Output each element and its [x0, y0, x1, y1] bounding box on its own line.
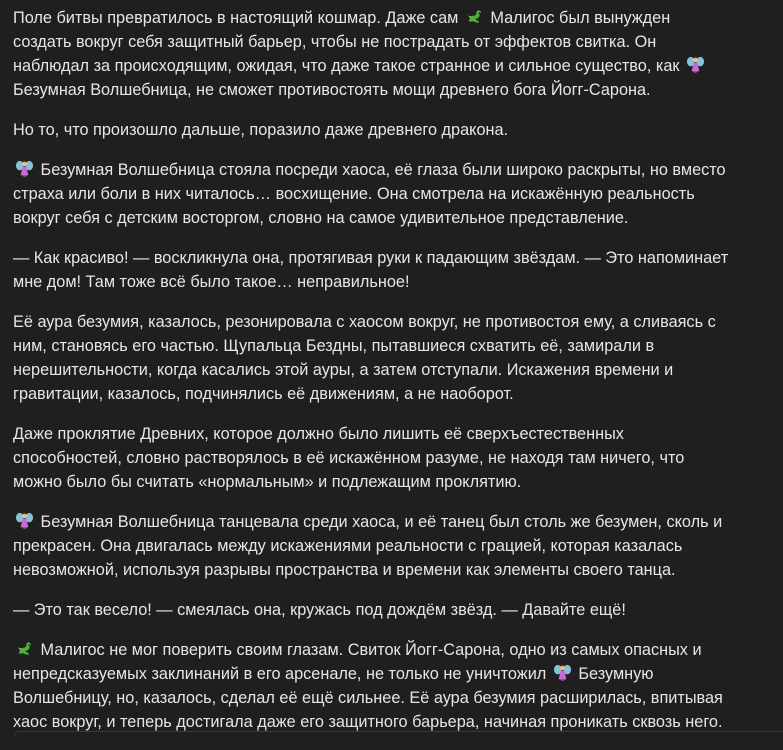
fairy-icon	[15, 159, 34, 178]
message-paragraph	[13, 510, 773, 582]
text-segment: способностей, словно растворялось в её искажённом разуме, не находя там ничего, что	[13, 449, 684, 467]
message-paragraph	[13, 6, 773, 102]
message-paragraph	[13, 310, 773, 406]
text-line	[13, 78, 773, 102]
text-segment: страха или боли в них читалось… восхищение. Она смотрела на искажённую реальность	[13, 185, 695, 203]
text-line	[13, 558, 773, 582]
text-line	[13, 662, 773, 686]
text-segment: Безумная Волшебница стояла посреди хаоса, её глаза были широко раскрыты, но вместо	[36, 161, 726, 179]
text-line	[13, 206, 773, 230]
text-segment: наблюдал за происходящим, ожидая, что даже такое странное и сильное существо, как	[13, 57, 684, 75]
text-line	[13, 30, 773, 54]
text-segment: гравитации, казалось, подчинялись её движениям, а не наоборот.	[13, 385, 514, 403]
text-line	[13, 446, 773, 470]
text-segment: — Это так весело! — смеялась она, кружась под дождём звёзд. — Давайте ещё!	[13, 601, 626, 619]
message-paragraph	[13, 158, 773, 230]
text-line	[13, 598, 773, 622]
fairy-icon	[686, 55, 705, 74]
text-segment: непредсказуемых заклинаний в его арсенале, не только не уничтожил	[13, 665, 551, 683]
text-segment: Безумную	[574, 665, 654, 683]
text-segment: — Как красиво! — воскликнула она, протягивая руки к падающим звёздам. — Это напоминает	[13, 249, 728, 267]
text-segment: невозможной, используя разрывы пространства и времени как элементы своего танца.	[13, 561, 676, 579]
text-line	[13, 334, 773, 358]
fairy-icon	[15, 511, 34, 530]
text-segment: ним, становясь его частью. Щупальца Бездны, пытавшиеся схватить её, замирали в	[13, 337, 654, 355]
text-line	[13, 246, 773, 270]
text-line	[13, 54, 773, 78]
text-line	[13, 270, 773, 294]
text-line	[13, 470, 773, 494]
text-segment: Малигос был вынужден	[486, 9, 670, 27]
dragon-icon	[15, 639, 34, 658]
composer-edge	[14, 731, 783, 736]
text-segment: Малигос не мог поверить своим глазам. Свиток Йогг-Сарона, одно из самых опасных и	[36, 641, 702, 659]
text-segment: можно было бы считать «нормальным» и подлежащим проклятию.	[13, 473, 521, 491]
text-line	[13, 686, 773, 710]
text-segment: Поле битвы превратилось в настоящий кошмар. Даже сам	[13, 9, 463, 27]
text-line	[13, 382, 773, 406]
fairy-icon	[553, 663, 572, 682]
message-paragraph	[13, 422, 773, 494]
dragon-icon	[465, 7, 484, 26]
text-segment: Безумная Волшебница танцевала среди хаоса, и её танец был столь же безумен, сколь и	[36, 513, 722, 531]
text-segment: Безумная Волшебница, не сможет противостоять мощи древнего бога Йогг-Сарона.	[13, 81, 651, 99]
text-line	[13, 310, 773, 334]
message-paragraph	[13, 598, 773, 622]
text-segment: мне дом! Там тоже всё было такое… неправильное!	[13, 273, 410, 291]
text-line	[13, 358, 773, 382]
text-segment: Даже проклятие Древних, которое должно было лишить её сверхъестественных	[13, 425, 624, 443]
text-line	[13, 182, 773, 206]
text-segment: вокруг себя с детским восторгом, словно на самое удивительное представление.	[13, 209, 628, 227]
message-paragraph	[13, 246, 773, 294]
text-segment: Но то, что произошло дальше, поразило даже древнего дракона.	[13, 121, 508, 139]
text-line	[13, 510, 773, 534]
assistant-message	[13, 6, 773, 750]
text-segment: создать вокруг себя защитный барьер, чтобы не пострадать от эффектов свитка. Он	[13, 33, 656, 51]
text-line	[13, 6, 773, 30]
text-segment: нерешительности, когда касались этой ауры, а затем отступали. Искажения времени и	[13, 361, 673, 379]
text-line	[13, 422, 773, 446]
text-segment: хаос вокруг, и теперь достигала даже его защитного барьера, начиная проникать сквозь него.	[13, 713, 722, 731]
text-line	[13, 118, 773, 142]
text-segment: Её аура безумия, казалось, резонировала с хаосом вокруг, не противостоя ему, а сливаясь с	[13, 313, 716, 331]
text-line	[13, 638, 773, 662]
text-line	[13, 534, 773, 558]
text-segment: прекрасен. Она двигалась между искажениями реальности с грацией, которая казалась	[13, 537, 682, 555]
text-line	[13, 158, 773, 182]
message-paragraph	[13, 118, 773, 142]
text-segment: Волшебницу, но, казалось, сделал её ещё сильнее. Её аура безумия расширилась, впитывая	[13, 689, 723, 707]
message-paragraph	[13, 638, 773, 734]
